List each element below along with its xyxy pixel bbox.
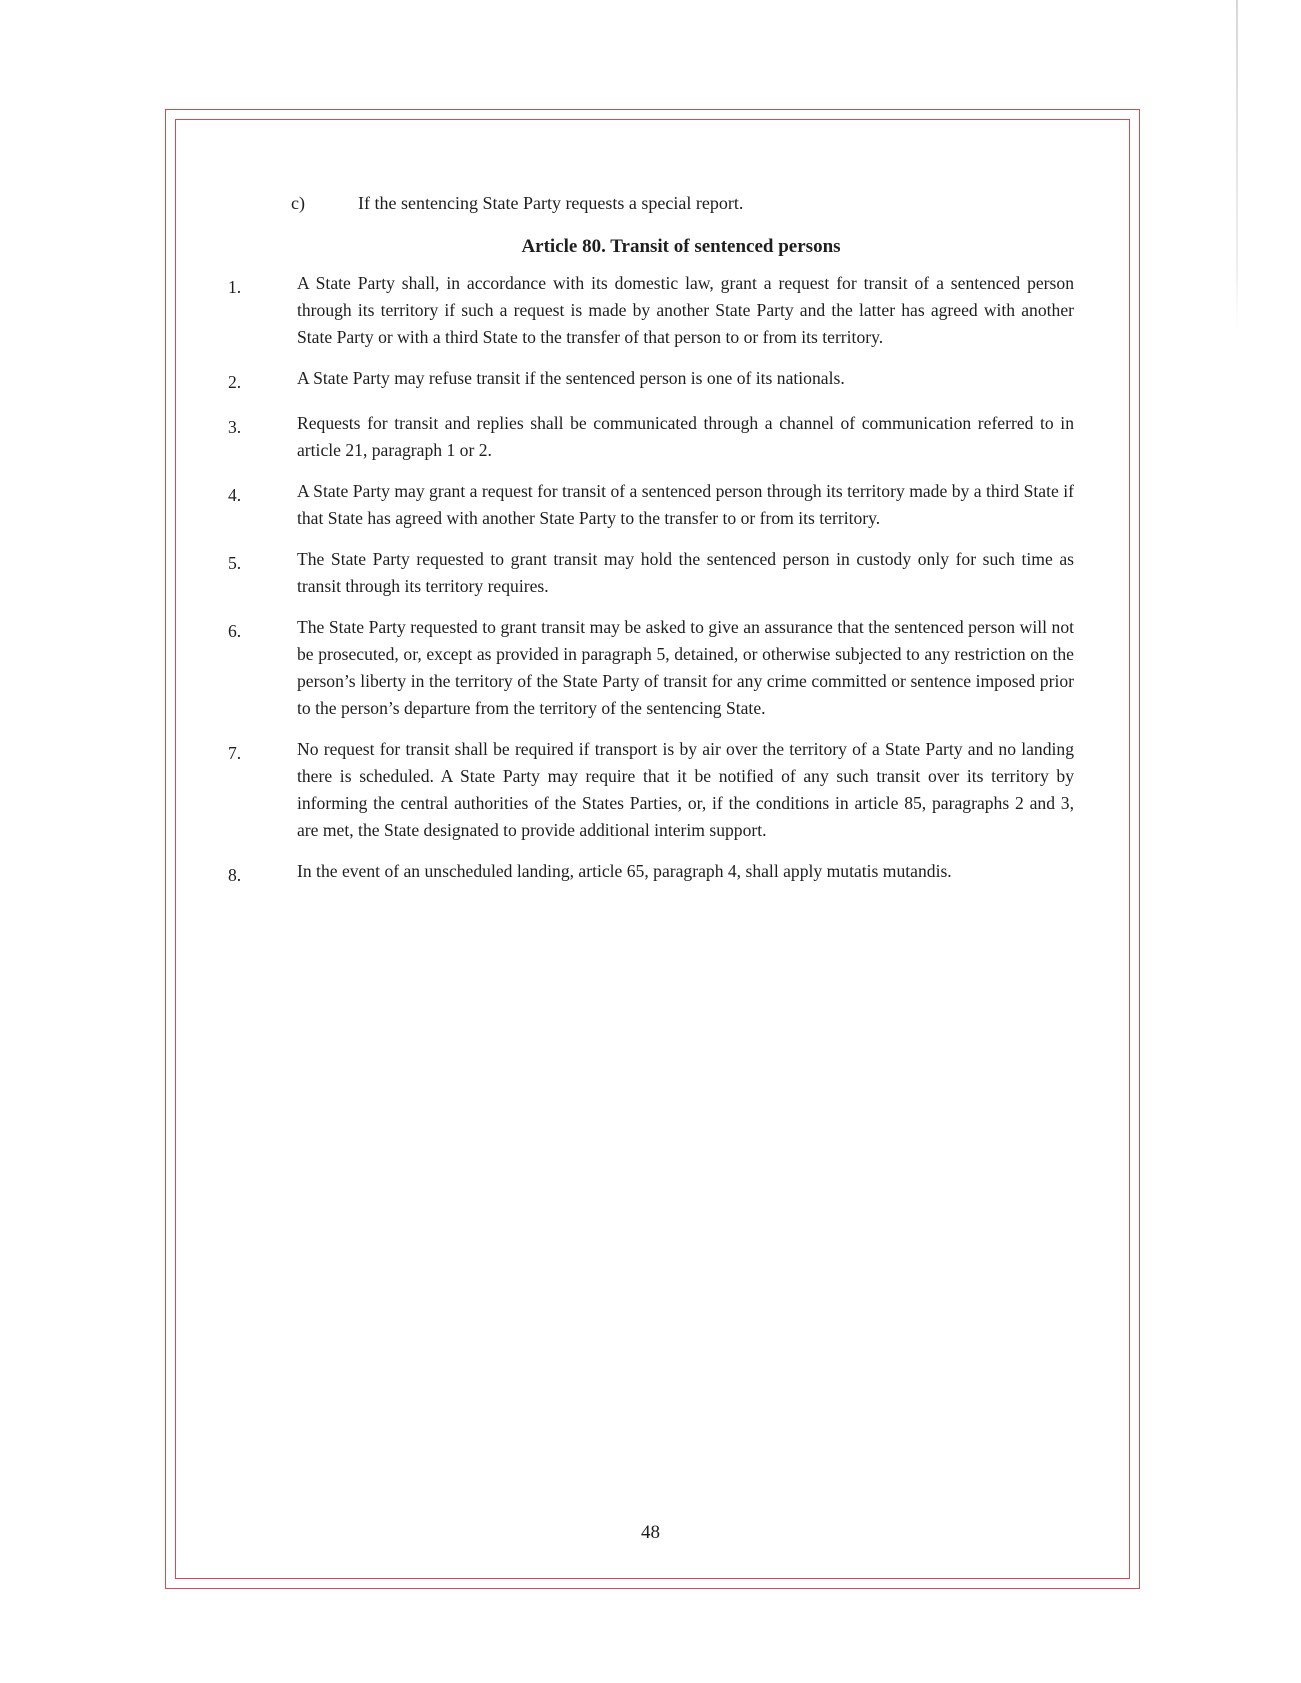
paragraph-number: 8.	[228, 865, 242, 885]
list-item-label: c)	[291, 193, 305, 213]
paragraph-text: A State Party may grant a request for transit of a sentenced person through its territory made by a third State if that State has agreed with another State Party to the transfer to or from its territory.	[297, 481, 1074, 528]
paragraph-2	[228, 365, 1074, 396]
paragraph-text: The State Party requested to grant transit may be asked to give an assurance that the sentenced person will not be prosecuted, or, except as provided in paragraph 5, detained, or otherwise subjected to any restriction on the person’s liberty in the territory of the State Party of transit for any crime committed or sentence imposed prior to the person’s departure from the territory of the sentencing State.	[297, 617, 1074, 718]
paragraph-text: A State Party may refuse transit if the sentenced person is one of its nationals.	[297, 368, 845, 388]
paragraph-5	[228, 546, 1074, 600]
list-item-text: If the sentencing State Party requests a special report.	[358, 193, 744, 213]
continued-list-item	[291, 190, 1074, 217]
paragraph-text: Requests for transit and replies shall be communicated through a channel of communication referred to in article 21, paragraph 1 or 2.	[297, 413, 1074, 460]
paragraph-number: 3.	[228, 417, 242, 437]
document-body	[228, 190, 1074, 903]
paragraph-8	[228, 858, 1074, 889]
paragraph-number: 1.	[228, 277, 242, 297]
article-heading: Article 80. Transit of sentenced persons	[521, 236, 841, 257]
page-number: 48	[641, 1522, 660, 1543]
paragraph-text: In the event of an unscheduled landing, article 65, paragraph 4, shall apply mutatis mutandis.	[297, 861, 952, 881]
paragraph-number: 7.	[228, 743, 242, 763]
paragraph-number: 4.	[228, 485, 242, 505]
paragraph-text: A State Party shall, in accordance with its domestic law, grant a request for transit of a sentenced person through its territory if such a request is made by another State Party and the latter has agreed with another State Party or with a third State to the transfer of that person to or from its territory.	[297, 273, 1074, 347]
scan-edge-line	[1236, 0, 1238, 330]
paragraph-1	[228, 270, 1074, 351]
paragraph-number: 5.	[228, 553, 242, 573]
paragraph-number: 2.	[228, 372, 242, 392]
paragraph-text: The State Party requested to grant transit may hold the sentenced person in custody only for such time as transit through its territory requires.	[297, 549, 1074, 596]
paragraph-6	[228, 614, 1074, 722]
paragraph-3	[228, 410, 1074, 464]
paragraph-4	[228, 478, 1074, 532]
paragraph-number: 6.	[228, 621, 242, 641]
paragraph-7	[228, 736, 1074, 844]
paragraph-text: No request for transit shall be required if transport is by air over the territory of a State Party and no landing there is scheduled. A State Party may require that it be notified of any such transit over its territory by informing the central authorities of the States Parties, or, if the conditions in article 85, paragraphs 2 and 3, are met, the State designated to provide additional interim support.	[297, 739, 1074, 840]
